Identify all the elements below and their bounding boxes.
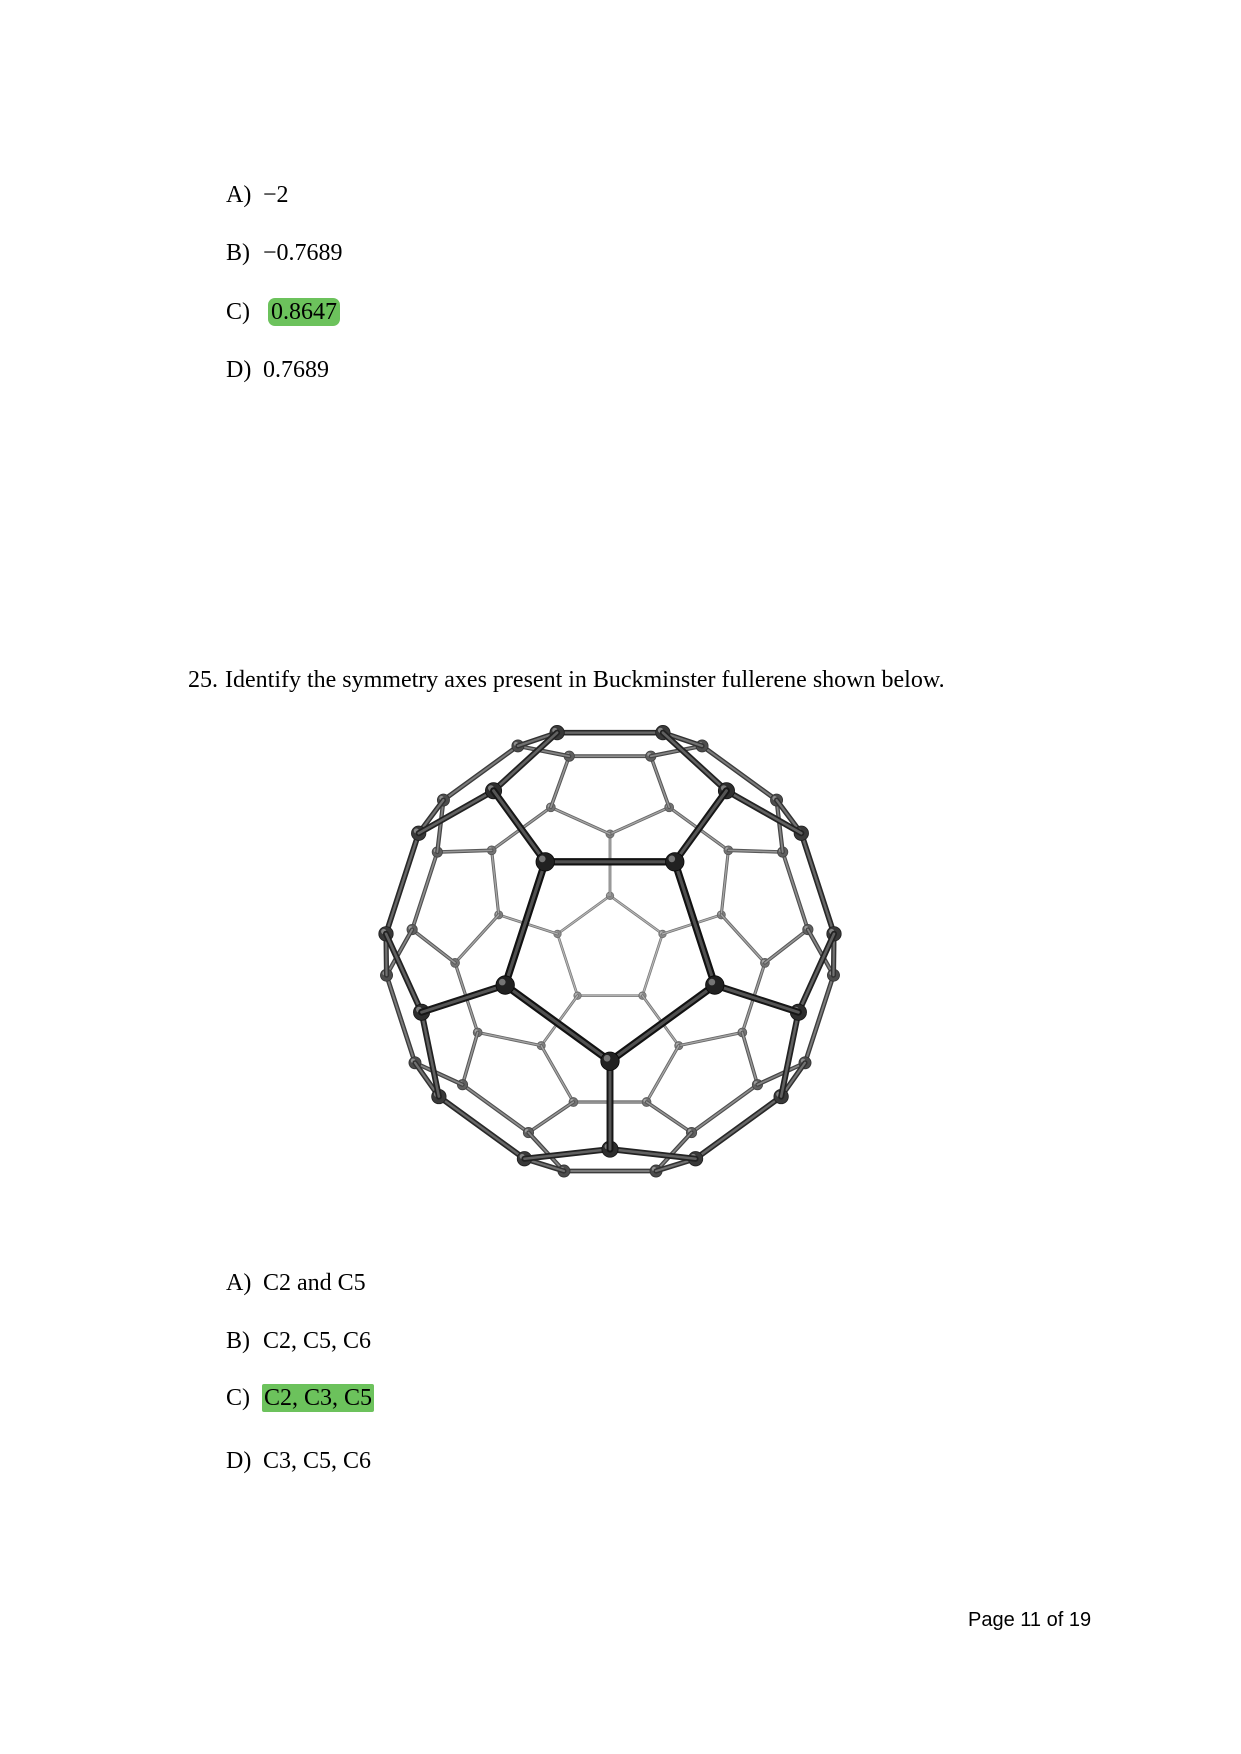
fullerene-bond-core xyxy=(675,862,715,985)
fullerene-bond-core xyxy=(494,791,546,862)
highlighted-option-value: 0.8647 xyxy=(268,298,340,326)
fullerene-bond xyxy=(557,896,610,934)
fullerene-bond xyxy=(524,1149,610,1159)
fullerene-bond-core xyxy=(765,930,808,963)
fullerene-bond xyxy=(721,850,728,915)
fullerene-bond-core xyxy=(524,1149,610,1159)
fullerene-atom-highlight xyxy=(709,979,716,986)
fullerene-bond xyxy=(642,934,662,996)
option-value: 0.7689 xyxy=(263,357,329,383)
fullerene-bond-core xyxy=(610,1149,696,1159)
fullerene-bond-core xyxy=(463,1032,478,1084)
fullerene-bond xyxy=(728,850,782,852)
answer-option-c xyxy=(226,1384,374,1412)
fullerene-bond-core xyxy=(702,746,776,800)
option-label: D) xyxy=(226,357,252,383)
fullerene-bond xyxy=(610,807,669,834)
fullerene-bond-core xyxy=(675,791,727,862)
fullerene-bond-core xyxy=(692,1085,758,1133)
fullerene-atom-highlight xyxy=(669,856,676,863)
fullerene-bond xyxy=(726,791,801,834)
question-text: Identify the symmetry axes present in Buckminster fullerene shown below. xyxy=(225,667,945,693)
option-value: −2 xyxy=(263,182,289,208)
fullerene-atom xyxy=(536,853,554,871)
fullerene-atom-highlight xyxy=(539,856,546,863)
answer-option-c xyxy=(226,298,340,326)
fullerene-bond xyxy=(692,1085,758,1133)
fullerene-bond-core xyxy=(492,850,499,915)
option-label: B) xyxy=(226,1328,250,1354)
answer-option-a xyxy=(226,1269,366,1297)
fullerene-bond xyxy=(478,1032,542,1045)
fullerene-bond-core xyxy=(721,850,728,915)
answer-option-b xyxy=(226,1327,371,1355)
fullerene-bond-core xyxy=(647,1102,692,1133)
fullerene-bond-core xyxy=(610,896,663,934)
fullerene-bond-core xyxy=(557,896,610,934)
option-label: C) xyxy=(226,299,250,325)
fullerene-bond-core xyxy=(551,807,610,834)
fullerene-bond xyxy=(439,1097,525,1159)
fullerene-bond-core xyxy=(742,1032,757,1084)
fullerene-figure xyxy=(370,713,850,1189)
fullerene-bond-core xyxy=(726,791,801,834)
fullerene-bond-core xyxy=(783,852,808,930)
option-label: C) xyxy=(226,1385,250,1411)
option-label: B) xyxy=(226,240,250,266)
fullerene-bond xyxy=(696,1097,782,1159)
fullerene-bond-core xyxy=(551,756,569,807)
fullerene-bond xyxy=(721,915,765,963)
fullerene-bond xyxy=(412,930,455,963)
fullerene-bond xyxy=(702,746,776,800)
fullerene-bond xyxy=(557,934,577,996)
fullerene-atom xyxy=(706,976,724,994)
option-label: A) xyxy=(226,1270,252,1296)
fullerene-bond xyxy=(443,746,517,800)
fullerene-bond xyxy=(551,756,569,807)
fullerene-bond-core xyxy=(505,862,545,985)
fullerene-bond-core xyxy=(610,807,669,834)
fullerene-bond xyxy=(463,1085,529,1133)
fullerene-bond xyxy=(463,1032,478,1084)
answer-option-a xyxy=(226,181,289,209)
fullerene-bond-core xyxy=(412,852,437,930)
fullerene-bond-core xyxy=(412,930,455,963)
fullerene-bond xyxy=(783,852,808,930)
answer-option-b xyxy=(226,239,343,267)
fullerene-bond xyxy=(647,1102,692,1133)
answer-option-d xyxy=(226,356,329,384)
fullerene-bond-core xyxy=(478,1032,542,1045)
fullerene-bond-core xyxy=(463,1085,529,1133)
fullerene-bond-core xyxy=(439,1097,525,1159)
page-number: Page 11 of 19 xyxy=(968,1609,1092,1631)
fullerene-bond xyxy=(541,1046,573,1102)
fullerene-bond-core xyxy=(647,1046,679,1102)
fullerene-bond-core xyxy=(541,1046,573,1102)
fullerene-bond-core xyxy=(642,934,662,996)
question-number: 25. xyxy=(188,667,218,693)
fullerene-atom-body xyxy=(601,1052,619,1070)
answer-option-d xyxy=(226,1447,371,1475)
fullerene-bond xyxy=(647,1046,679,1102)
fullerene-bond xyxy=(551,807,610,834)
option-value: C2, C5, C6 xyxy=(263,1328,372,1354)
fullerene-bond xyxy=(651,756,669,807)
option-label: D) xyxy=(226,1448,252,1474)
question-25 xyxy=(188,666,945,694)
fullerene-bond xyxy=(419,791,494,834)
fullerene-bond xyxy=(494,791,546,862)
fullerene-bond-core xyxy=(721,915,765,963)
option-label: A) xyxy=(226,182,252,208)
fullerene-bond xyxy=(675,862,715,985)
fullerene-bond xyxy=(455,915,499,963)
fullerene-atom-body xyxy=(706,976,724,994)
fullerene-atom-body xyxy=(536,853,554,871)
fullerene-bond-core xyxy=(557,934,577,996)
fullerene-atom xyxy=(666,853,684,871)
fullerene-bond xyxy=(437,850,491,852)
fullerene-bond-core xyxy=(696,1097,782,1159)
fullerene-bond xyxy=(610,1149,696,1159)
fullerene-bond-core xyxy=(419,791,494,834)
fullerene-bond xyxy=(505,862,545,985)
fullerene-bond xyxy=(675,791,727,862)
option-value: C3, C5, C6 xyxy=(263,1448,372,1474)
fullerene-atom-body xyxy=(496,976,514,994)
fullerene-bond xyxy=(679,1032,743,1045)
option-value: C2 and C5 xyxy=(263,1270,366,1296)
fullerene-bond xyxy=(742,1032,757,1084)
option-value: −0.7689 xyxy=(263,240,343,266)
fullerene-bond-core xyxy=(651,756,669,807)
fullerene-bond xyxy=(492,850,499,915)
fullerene-bond xyxy=(765,930,808,963)
fullerene-bond xyxy=(412,852,437,930)
fullerene-bond-core xyxy=(443,746,517,800)
fullerene-atom xyxy=(496,976,514,994)
fullerene-bond xyxy=(610,896,663,934)
fullerene-bond-core xyxy=(528,1102,573,1133)
fullerene-bond xyxy=(528,1102,573,1133)
fullerene-bond-core xyxy=(455,915,499,963)
fullerene-atom-body xyxy=(666,853,684,871)
fullerene-atom xyxy=(601,1052,619,1070)
highlighted-option-value: C2, C3, C5 xyxy=(264,1385,373,1411)
fullerene-bond-core xyxy=(679,1032,743,1045)
fullerene-atom-highlight xyxy=(604,1055,611,1062)
fullerene-atom-highlight xyxy=(499,979,506,986)
